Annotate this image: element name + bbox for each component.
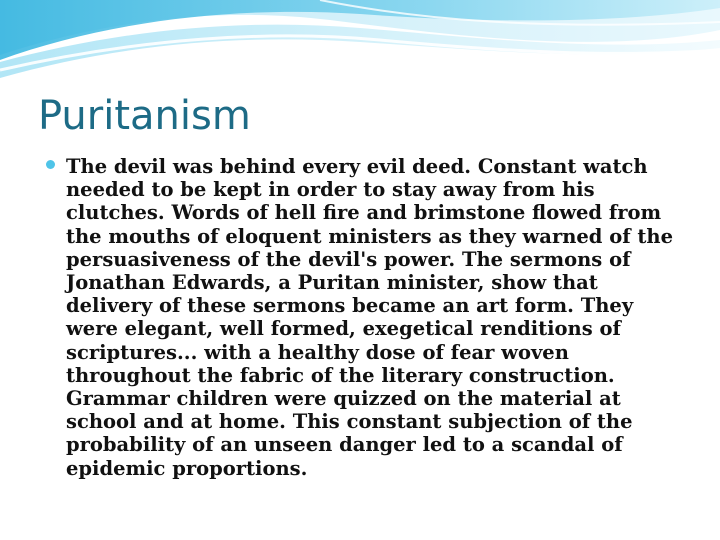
bullet-item — [44, 155, 676, 480]
slide-title: Puritanism — [38, 93, 251, 139]
bullet-text: The devil was behind every evil deed. Constant watch needed to be kept in order to stay away from his clutches. Words of hell fire and brimstone flowed from the mouths of eloquent ministers as they warned of the persuasiveness of the devil's power. The sermons of Jonathan Edwards, a Puritan minister, show that delivery of these sermons became an art form. They were elegant, well formed, exegetical renditions of scriptures... with a healthy dose of fear woven throughout the fabric of the literary construction. Grammar children were quizzed on the material at school and at home. This constant subjection of the probability of an unseen danger led to a scandal of epidemic proportions. — [66, 155, 673, 480]
bullet-dot-icon — [46, 160, 55, 169]
slide-content — [44, 155, 676, 480]
wave-header-decoration — [0, 0, 720, 90]
